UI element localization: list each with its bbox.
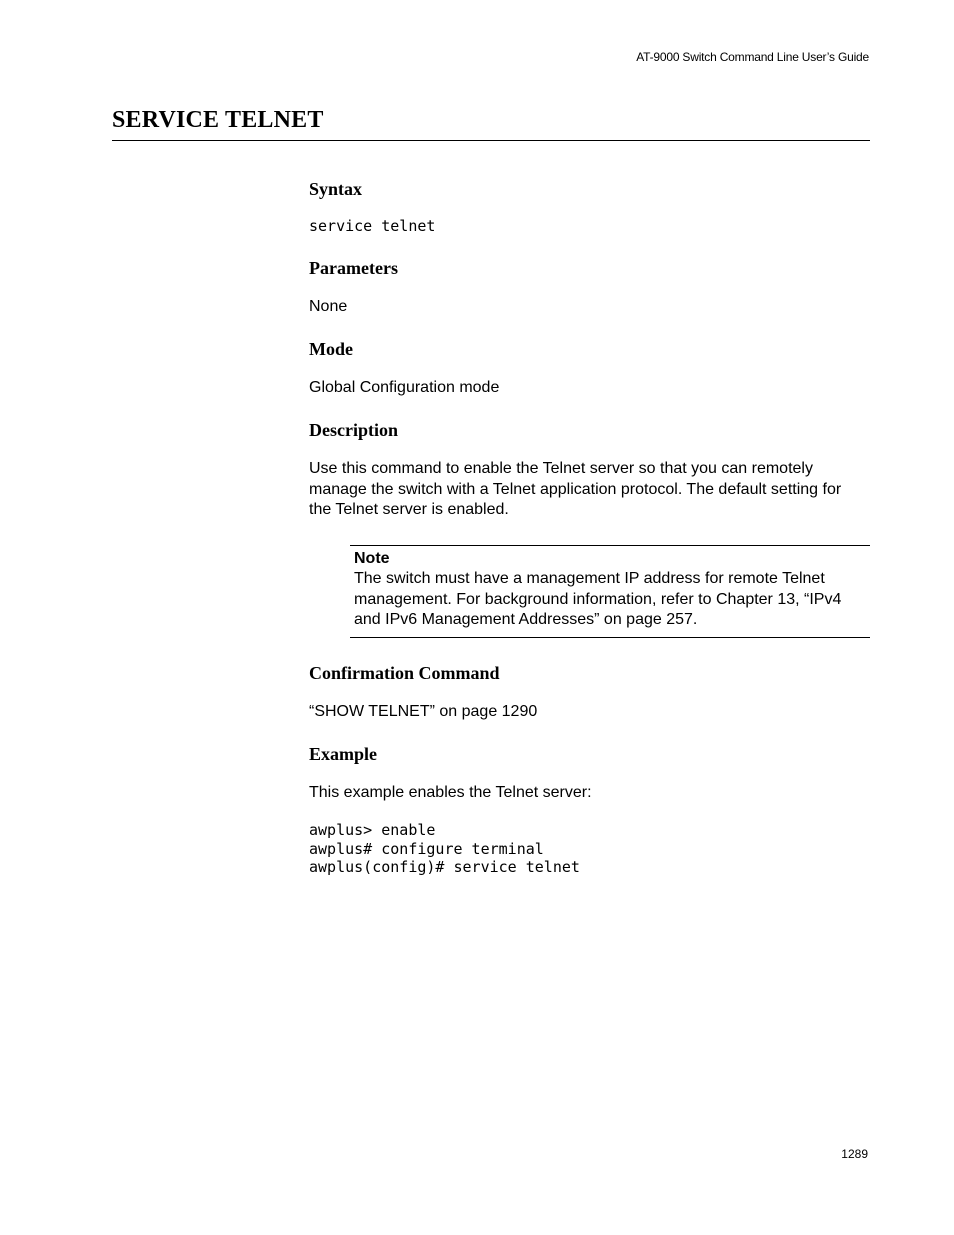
syntax-code: service telnet — [309, 217, 436, 235]
note-label: Note — [354, 550, 390, 567]
mode-text: Global Configuration mode — [309, 379, 500, 396]
description-heading: Description — [309, 420, 398, 440]
note-box — [350, 545, 870, 638]
title-divider — [112, 140, 870, 141]
parameters-text: None — [309, 298, 348, 315]
page-title: SERVICE TELNET — [112, 107, 324, 133]
example-heading: Example — [309, 744, 378, 764]
running-header: AT-9000 Switch Command Line User’s Guide — [636, 50, 869, 64]
parameters-heading: Parameters — [309, 258, 398, 278]
example-code-block — [309, 821, 580, 877]
example-text: This example enables the Telnet server: — [309, 784, 592, 801]
description-text: Use this command to enable the Telnet server so that you can remotely manage the switch with a Telnet application protocol. The default setting for the Telnet server is enabled. — [309, 460, 842, 518]
note-text: The switch must have a management IP address for remote Telnet management. For background information, refer to Chapter 13, “IPv4 and IPv6 Management Addresses” on page 257. — [354, 570, 842, 628]
confirmation-link[interactable]: “SHOW TELNET” on page 1290 — [309, 703, 538, 720]
page-number: 1289 — [841, 1147, 868, 1161]
code-line: awplus> enable — [309, 821, 436, 839]
mode-heading: Mode — [309, 339, 353, 359]
syntax-heading: Syntax — [309, 179, 363, 199]
code-line: awplus(config)# service telnet — [309, 858, 580, 876]
code-line: awplus# configure terminal — [309, 839, 544, 858]
confirmation-heading: Confirmation Command — [309, 663, 500, 683]
